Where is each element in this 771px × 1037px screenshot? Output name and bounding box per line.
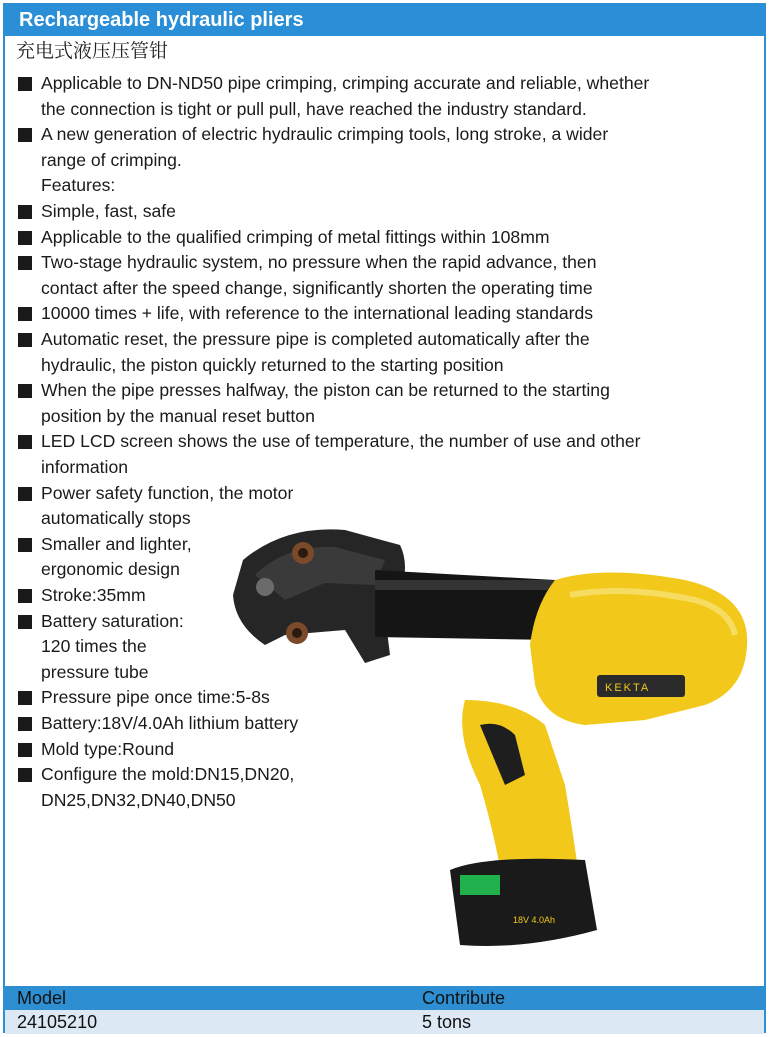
header-contribute: Contribute [422,988,506,1008]
list-item-line: Applicable to DN-ND50 pipe crimping, crimping accurate and reliable, whether [41,73,650,93]
list-item-line: Battery:18V/4.0Ah lithium battery [41,713,299,733]
list-item-line: 10000 times + life, with reference to the international leading standards [41,303,594,324]
bullet-square-icon [18,589,32,603]
cell-model: 24105210 [17,1012,98,1032]
list-item-line: Power safety function, the motor [41,482,294,503]
header-model: Model [17,988,67,1008]
bullet-square-icon [18,205,32,219]
list-item-line: When the pipe presses halfway, the piston can be returned to the starting [41,380,610,401]
bullet-square-icon [18,717,32,731]
list-item-line: Mold type:Round [41,738,175,759]
list-item-line: position by the manual reset button [41,405,315,426]
list-item-line: Two-stage hydraulic system, no pressure when the rapid advance, then [41,252,597,273]
brand-label: KEKTA [605,682,651,694]
bullet-square-icon [18,435,32,449]
list-item-line: range of crimping. [41,149,182,170]
hydraulic-pliers-image [225,525,760,970]
list-item-line: ergonomic design [41,559,180,580]
list-item-line: A new generation of electric hydraulic crimping tools, long stroke, a wider [41,124,609,145]
title-bar [5,5,764,36]
list-item-line: Applicable to the qualified crimping of metal fittings within 108mm [41,226,550,247]
list-item-line: Stroke:35mm [41,585,146,605]
list-item-line: Smaller and lighter, [41,533,192,554]
list-item-line: automatically stops [41,508,191,529]
list-item-line: pressure tube [41,661,149,682]
list-item-line: Configure the mold:DN15,DN20, [41,764,295,785]
spec-table-header [5,986,764,1010]
page-title: Rechargeable hydraulic pliers [19,9,304,31]
bullet-square-icon [18,768,32,782]
list-item-line: Simple, fast, safe [41,201,176,221]
list-item-line: DN25,DN32,DN40,DN50 [41,789,236,810]
list-item-line: the connection is tight or pull pull, have reached the industry standard. [41,98,587,119]
table-row [5,1010,764,1034]
bullet-square-icon [18,77,32,91]
bullet-square-icon [18,691,32,705]
bullet-square-icon [18,743,32,757]
bullet-square-icon [18,128,32,142]
list-item-line: Automatic reset, the pressure pipe is completed automatically after the [41,329,590,349]
battery-pack [450,859,597,946]
tool-body [530,573,747,726]
list-item-line: 120 times the [41,636,147,657]
list-item-line: Pressure pipe once time:5-8s [41,687,270,708]
bullet-square-icon [18,538,32,552]
bullet-square-icon [18,384,32,398]
bullet-square-icon [18,333,32,347]
list-item-line: information [41,457,129,477]
chinese-subtitle: 充电式液压压管钳 [16,40,169,62]
list-item-line: LED LCD screen shows the use of temperature, the number of use and other [41,431,641,452]
list-item-line: hydraulic, the piston quickly returned to the starting position [41,354,504,375]
bullet-square-icon [18,307,32,321]
cell-contribute: 5 tons [422,1012,472,1032]
list-item-line: Battery saturation: [41,610,184,631]
battery-label: 18V 4.0Ah [513,915,556,925]
bullet-square-icon [18,615,32,629]
bullet-square-icon [18,231,32,245]
list-item-line: Features: [41,175,116,196]
bullet-square-icon [18,256,32,270]
list-item-line: contact after the speed change, significantly shorten the operating time [41,277,593,298]
bullet-square-icon [18,487,32,501]
